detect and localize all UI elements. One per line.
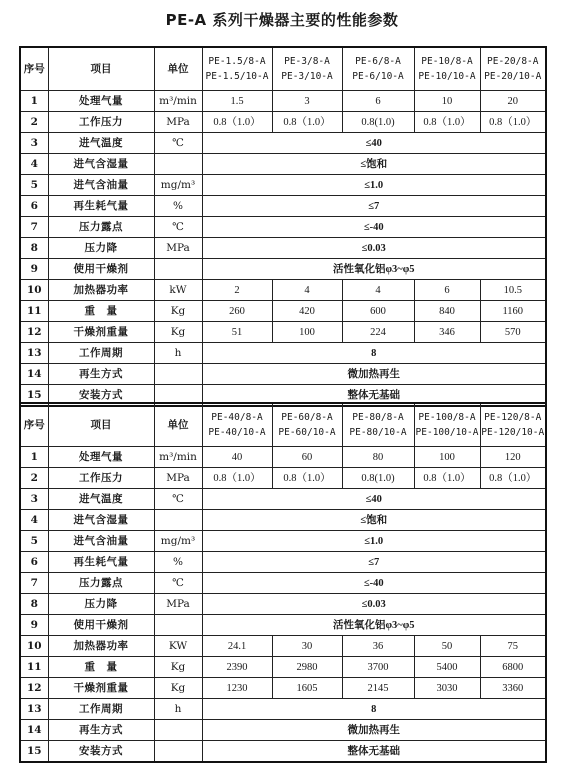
row-number: 1 bbox=[20, 447, 48, 468]
row-item: 干燥剂重量 bbox=[48, 678, 154, 699]
row-span-value: 整体无基础 bbox=[202, 741, 546, 763]
row-number: 13 bbox=[20, 699, 48, 720]
model-header bbox=[414, 47, 480, 91]
row-item: 重 量 bbox=[48, 301, 154, 322]
table-row bbox=[20, 301, 546, 322]
row-value: 0.8（1.0） bbox=[272, 112, 342, 133]
table-row bbox=[20, 364, 546, 385]
row-item: 压力降 bbox=[48, 238, 154, 259]
row-number: 6 bbox=[20, 196, 48, 217]
row-item: 再生耗气量 bbox=[48, 552, 154, 573]
row-value: 40 bbox=[202, 447, 272, 468]
row-item: 压力降 bbox=[48, 594, 154, 615]
row-value: 0.8（1.0） bbox=[414, 468, 480, 489]
row-number: 13 bbox=[20, 343, 48, 364]
row-item: 加热器功率 bbox=[48, 280, 154, 301]
row-item: 再生方式 bbox=[48, 364, 154, 385]
row-number: 15 bbox=[20, 741, 48, 763]
row-number: 7 bbox=[20, 217, 48, 238]
table-row bbox=[20, 531, 546, 552]
row-value: 1605 bbox=[272, 678, 342, 699]
row-unit bbox=[154, 720, 202, 741]
model-name: PE-1.5/10-A bbox=[205, 71, 269, 82]
model-header bbox=[480, 47, 546, 91]
row-number: 2 bbox=[20, 112, 48, 133]
table-row bbox=[20, 741, 546, 763]
row-unit: h bbox=[154, 343, 202, 364]
table-row bbox=[20, 615, 546, 636]
row-item: 再生方式 bbox=[48, 720, 154, 741]
table-row bbox=[20, 657, 546, 678]
model-name: PE-6/10-A bbox=[352, 71, 404, 82]
row-span-value: 活性氧化铝φ3~φ5 bbox=[202, 615, 546, 636]
row-value: 1160 bbox=[480, 301, 546, 322]
model-name: PE-120/8-A bbox=[484, 412, 542, 423]
row-value: 420 bbox=[272, 301, 342, 322]
row-value: 260 bbox=[202, 301, 272, 322]
row-item: 进气温度 bbox=[48, 133, 154, 154]
table-row bbox=[20, 447, 546, 468]
model-name: PE-100/10-A bbox=[415, 427, 479, 438]
model-header bbox=[342, 47, 414, 91]
row-number: 10 bbox=[20, 636, 48, 657]
table-row bbox=[20, 552, 546, 573]
row-value: 3 bbox=[272, 91, 342, 112]
model-header bbox=[342, 403, 414, 447]
row-unit: kW bbox=[154, 280, 202, 301]
model-name: PE-20/8-A bbox=[487, 56, 539, 67]
row-value: 120 bbox=[480, 447, 546, 468]
row-item: 工作周期 bbox=[48, 699, 154, 720]
row-number: 1 bbox=[20, 91, 48, 112]
model-header bbox=[202, 403, 272, 447]
row-number: 3 bbox=[20, 489, 48, 510]
row-unit: mg/m³ bbox=[154, 175, 202, 196]
spec-table-1 bbox=[19, 46, 547, 407]
row-span-value: 微加热再生 bbox=[202, 720, 546, 741]
row-value: 4 bbox=[272, 280, 342, 301]
row-item: 进气含湿量 bbox=[48, 510, 154, 531]
row-item: 再生耗气量 bbox=[48, 196, 154, 217]
table-row bbox=[20, 196, 546, 217]
row-unit: MPa bbox=[154, 112, 202, 133]
row-value: 10.5 bbox=[480, 280, 546, 301]
row-unit: Kg bbox=[154, 322, 202, 343]
row-number: 4 bbox=[20, 510, 48, 531]
row-number: 12 bbox=[20, 678, 48, 699]
table-row bbox=[20, 510, 546, 531]
row-value: 840 bbox=[414, 301, 480, 322]
row-number: 3 bbox=[20, 133, 48, 154]
header-item: 项目 bbox=[48, 47, 154, 91]
row-value: 24.1 bbox=[202, 636, 272, 657]
model-name: PE-100/8-A bbox=[418, 412, 476, 423]
row-value: 60 bbox=[272, 447, 342, 468]
row-item: 进气含油量 bbox=[48, 175, 154, 196]
row-value: 3360 bbox=[480, 678, 546, 699]
row-value: 0.8（1.0） bbox=[272, 468, 342, 489]
row-item: 重 量 bbox=[48, 657, 154, 678]
row-number: 12 bbox=[20, 322, 48, 343]
table-row bbox=[20, 720, 546, 741]
table-row bbox=[20, 280, 546, 301]
row-unit: m³/min bbox=[154, 91, 202, 112]
model-name: PE-60/8-A bbox=[281, 412, 333, 423]
row-unit: ℃ bbox=[154, 573, 202, 594]
table-row bbox=[20, 217, 546, 238]
row-span-value: ≤0.03 bbox=[202, 594, 546, 615]
header-no: 序号 bbox=[20, 403, 48, 447]
row-value: 2145 bbox=[342, 678, 414, 699]
row-number: 14 bbox=[20, 720, 48, 741]
row-unit: mg/m³ bbox=[154, 531, 202, 552]
row-item: 工作压力 bbox=[48, 468, 154, 489]
table-row bbox=[20, 489, 546, 510]
row-value: 36 bbox=[342, 636, 414, 657]
row-unit: % bbox=[154, 196, 202, 217]
row-item: 使用干燥剂 bbox=[48, 259, 154, 280]
row-unit: MPa bbox=[154, 594, 202, 615]
row-unit: % bbox=[154, 552, 202, 573]
row-unit: Kg bbox=[154, 657, 202, 678]
row-number: 8 bbox=[20, 594, 48, 615]
model-header bbox=[202, 47, 272, 91]
row-value: 5400 bbox=[414, 657, 480, 678]
table-row bbox=[20, 322, 546, 343]
row-value: 0.8（1.0） bbox=[202, 468, 272, 489]
row-number: 9 bbox=[20, 615, 48, 636]
row-number: 7 bbox=[20, 573, 48, 594]
header-no: 序号 bbox=[20, 47, 48, 91]
row-value: 1.5 bbox=[202, 91, 272, 112]
row-value: 50 bbox=[414, 636, 480, 657]
table-row bbox=[20, 259, 546, 280]
row-item: 安装方式 bbox=[48, 741, 154, 763]
model-name: PE-6/8-A bbox=[355, 56, 401, 67]
row-item: 压力露点 bbox=[48, 573, 154, 594]
row-span-value: ≤饱和 bbox=[202, 510, 546, 531]
row-unit bbox=[154, 364, 202, 385]
row-value: 100 bbox=[272, 322, 342, 343]
model-name: PE-40/10-A bbox=[208, 427, 266, 438]
model-header bbox=[480, 403, 546, 447]
table-row bbox=[20, 343, 546, 364]
row-value: 0.8（1.0） bbox=[202, 112, 272, 133]
row-item: 使用干燥剂 bbox=[48, 615, 154, 636]
row-span-value: 8 bbox=[202, 699, 546, 720]
header-unit: 单位 bbox=[154, 47, 202, 91]
row-span-value: ≤-40 bbox=[202, 217, 546, 238]
row-item: 压力露点 bbox=[48, 217, 154, 238]
model-name: PE-120/10-A bbox=[481, 427, 545, 438]
model-name: PE-60/10-A bbox=[278, 427, 336, 438]
table-row bbox=[20, 678, 546, 699]
row-span-value: ≤1.0 bbox=[202, 531, 546, 552]
row-item: 工作周期 bbox=[48, 343, 154, 364]
model-name: PE-80/8-A bbox=[352, 412, 404, 423]
row-item: 安装方式 bbox=[48, 385, 154, 407]
header-item: 项目 bbox=[48, 403, 154, 447]
table-header-row bbox=[20, 47, 546, 91]
row-item: 处理气量 bbox=[48, 91, 154, 112]
model-name: PE-10/8-A bbox=[421, 56, 473, 67]
row-value: 0.8（1.0） bbox=[414, 112, 480, 133]
row-item: 进气温度 bbox=[48, 489, 154, 510]
row-unit: Kg bbox=[154, 301, 202, 322]
row-unit: KW bbox=[154, 636, 202, 657]
row-unit bbox=[154, 615, 202, 636]
table-row bbox=[20, 133, 546, 154]
row-value: 6800 bbox=[480, 657, 546, 678]
row-value: 51 bbox=[202, 322, 272, 343]
table-row bbox=[20, 112, 546, 133]
row-item: 干燥剂重量 bbox=[48, 322, 154, 343]
row-number: 5 bbox=[20, 175, 48, 196]
row-number: 14 bbox=[20, 364, 48, 385]
row-value: 600 bbox=[342, 301, 414, 322]
table-row bbox=[20, 699, 546, 720]
row-unit bbox=[154, 510, 202, 531]
model-name: PE-80/10-A bbox=[349, 427, 407, 438]
row-number: 5 bbox=[20, 531, 48, 552]
model-name: PE-10/10-A bbox=[418, 71, 476, 82]
row-value: 80 bbox=[342, 447, 414, 468]
row-span-value: ≤0.03 bbox=[202, 238, 546, 259]
row-number: 9 bbox=[20, 259, 48, 280]
row-unit bbox=[154, 259, 202, 280]
spec-table-2 bbox=[19, 402, 547, 763]
table-row bbox=[20, 91, 546, 112]
row-value: 0.8（1.0） bbox=[480, 112, 546, 133]
row-value: 0.8(1.0) bbox=[342, 112, 414, 133]
row-value: 2 bbox=[202, 280, 272, 301]
row-unit: ℃ bbox=[154, 133, 202, 154]
model-name: PE-40/8-A bbox=[211, 412, 263, 423]
row-span-value: ≤饱和 bbox=[202, 154, 546, 175]
row-value: 30 bbox=[272, 636, 342, 657]
row-item: 处理气量 bbox=[48, 447, 154, 468]
row-number: 15 bbox=[20, 385, 48, 407]
row-unit bbox=[154, 741, 202, 763]
row-value: 75 bbox=[480, 636, 546, 657]
row-value: 6 bbox=[342, 91, 414, 112]
row-value: 570 bbox=[480, 322, 546, 343]
table-header-row bbox=[20, 403, 546, 447]
row-value: 346 bbox=[414, 322, 480, 343]
row-number: 4 bbox=[20, 154, 48, 175]
row-unit: ℃ bbox=[154, 217, 202, 238]
row-value: 10 bbox=[414, 91, 480, 112]
row-value: 1230 bbox=[202, 678, 272, 699]
row-span-value: ≤7 bbox=[202, 196, 546, 217]
row-value: 2980 bbox=[272, 657, 342, 678]
row-unit: m³/min bbox=[154, 447, 202, 468]
row-number: 6 bbox=[20, 552, 48, 573]
header-unit: 单位 bbox=[154, 403, 202, 447]
row-span-value: 8 bbox=[202, 343, 546, 364]
row-span-value: ≤-40 bbox=[202, 573, 546, 594]
row-value: 4 bbox=[342, 280, 414, 301]
table-row bbox=[20, 573, 546, 594]
model-header bbox=[414, 403, 480, 447]
row-number: 11 bbox=[20, 301, 48, 322]
row-number: 2 bbox=[20, 468, 48, 489]
row-item: 加热器功率 bbox=[48, 636, 154, 657]
row-item: 工作压力 bbox=[48, 112, 154, 133]
row-span-value: ≤7 bbox=[202, 552, 546, 573]
row-span-value: ≤40 bbox=[202, 133, 546, 154]
row-unit: ℃ bbox=[154, 489, 202, 510]
page-title: PE-A 系列干燥器主要的性能参数 bbox=[165, 11, 399, 29]
model-name: PE-3/8-A bbox=[284, 56, 330, 67]
row-value: 3030 bbox=[414, 678, 480, 699]
row-value: 224 bbox=[342, 322, 414, 343]
row-unit: MPa bbox=[154, 468, 202, 489]
table-row bbox=[20, 154, 546, 175]
table-row bbox=[20, 594, 546, 615]
row-unit: h bbox=[154, 699, 202, 720]
model-header bbox=[272, 47, 342, 91]
row-value: 20 bbox=[480, 91, 546, 112]
table-row bbox=[20, 175, 546, 196]
model-header bbox=[272, 403, 342, 447]
model-name: PE-3/10-A bbox=[281, 71, 333, 82]
row-number: 8 bbox=[20, 238, 48, 259]
row-value: 100 bbox=[414, 447, 480, 468]
row-span-value: 微加热再生 bbox=[202, 364, 546, 385]
model-name: PE-1.5/8-A bbox=[208, 56, 266, 67]
row-value: 2390 bbox=[202, 657, 272, 678]
row-unit bbox=[154, 154, 202, 175]
table-row bbox=[20, 636, 546, 657]
row-item: 进气含湿量 bbox=[48, 154, 154, 175]
table-row bbox=[20, 468, 546, 489]
row-unit: MPa bbox=[154, 238, 202, 259]
row-unit: Kg bbox=[154, 678, 202, 699]
row-number: 11 bbox=[20, 657, 48, 678]
row-span-value: 活性氧化铝φ3~φ5 bbox=[202, 259, 546, 280]
row-value: 0.8(1.0) bbox=[342, 468, 414, 489]
row-value: 0.8（1.0） bbox=[480, 468, 546, 489]
row-span-value: ≤1.0 bbox=[202, 175, 546, 196]
row-value: 6 bbox=[414, 280, 480, 301]
row-number: 10 bbox=[20, 280, 48, 301]
table-row bbox=[20, 238, 546, 259]
row-span-value: 整体无基础 bbox=[202, 385, 546, 407]
row-item: 进气含油量 bbox=[48, 531, 154, 552]
row-span-value: ≤40 bbox=[202, 489, 546, 510]
model-name: PE-20/10-A bbox=[484, 71, 542, 82]
row-value: 3700 bbox=[342, 657, 414, 678]
